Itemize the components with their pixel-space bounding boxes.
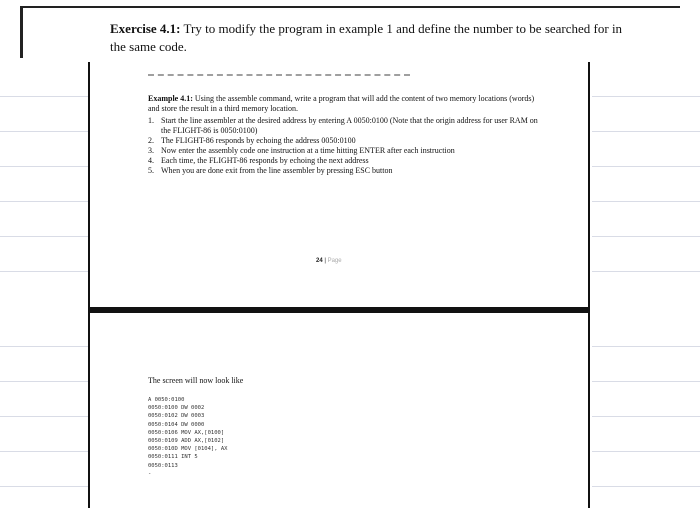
step-number: 2.	[148, 136, 154, 145]
list-item	[148, 166, 538, 176]
page-word: Page	[327, 258, 342, 264]
screen-caption: The screen will now look like	[148, 376, 244, 385]
example-label: Example 4.1:	[148, 94, 193, 103]
page-left-border	[88, 62, 90, 508]
step-number: 1.	[148, 116, 154, 125]
step-text: Each time, the FLIGHT-86 responds by echoing the next address	[161, 156, 369, 165]
code-line: 0050:0106 MOV AX,[0100]	[148, 429, 225, 436]
cropped-text-line	[148, 74, 410, 79]
code-line: -	[148, 470, 152, 477]
list-item	[148, 116, 538, 136]
example-section	[148, 94, 538, 176]
page-number-value: 24	[316, 258, 323, 264]
example-steps	[148, 116, 538, 176]
list-item	[148, 136, 538, 146]
banner-left-border	[20, 6, 23, 58]
code-block	[148, 396, 227, 478]
step-text: The FLIGHT-86 responds by echoing the address 0050:0100	[161, 136, 356, 145]
banner-top-border	[20, 6, 680, 8]
exercise-text	[110, 20, 630, 56]
code-line: 0050:0100 DW 0002	[148, 405, 205, 412]
step-number: 3.	[148, 146, 154, 155]
code-line: A 0050:0100	[148, 397, 185, 403]
step-text: When you are done exit from the line assembler by pressing ESC button	[161, 166, 393, 175]
code-line: 0050:0109 ADD AX,[0102]	[148, 438, 225, 445]
exercise-banner	[0, 0, 700, 62]
code-line: 0050:0102 DW 0003	[148, 413, 205, 420]
code-line: 0050:0111 INT 5	[148, 454, 198, 461]
step-text: Now enter the assembly code one instruction at a time hitting ENTER after each instruction	[161, 146, 455, 155]
code-line: 0050:0104 DW 0000	[148, 421, 205, 428]
example-intro-text: Using the assemble command, write a program that will add the content of two memory locations (words) and store the result in a third memory location.	[148, 94, 535, 113]
page-number: 24 | Page	[316, 258, 342, 264]
step-number: 5.	[148, 166, 154, 175]
code-line: 0050:010D MOV [0104], AX	[148, 446, 228, 453]
exercise-label: Exercise 4.1:	[110, 21, 181, 36]
list-item	[148, 156, 538, 166]
step-number: 4.	[148, 156, 154, 165]
exercise-body: Try to modify the program in example 1 and define the number to be searched for in the same code.	[110, 21, 623, 54]
page-separator	[90, 307, 588, 313]
list-item	[148, 146, 538, 156]
step-text: Start the line assembler at the desired address by entering A 0050:0100 (Note that the origin address for user RAM on the FLIGHT-86 is 0050:0100)	[161, 116, 538, 135]
page-right-border	[588, 62, 590, 508]
example-intro	[148, 94, 538, 114]
code-line: 0050:0113	[148, 462, 178, 469]
